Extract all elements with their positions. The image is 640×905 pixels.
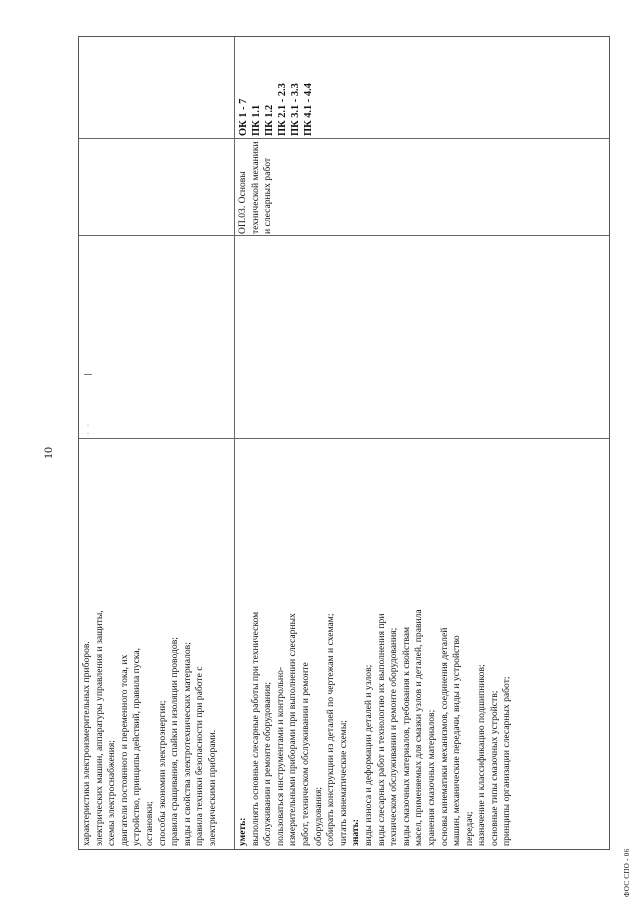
knowledge-line: машин, механические передачи, виды и устройство (451, 635, 463, 846)
knowledge-line: виды износа и деформации деталей и узлов; (362, 664, 374, 846)
competency-code: ПК 3.1 - 3.3 (290, 83, 301, 136)
row-divider (234, 37, 235, 849)
competency-code: ПК 2.1 - 2.3 (277, 83, 288, 136)
skill-line: читать кинематические схемы; (337, 720, 349, 846)
requirement-line: остановки; (143, 801, 155, 846)
discipline-line: технической механики (249, 141, 261, 234)
column-divider-2 (79, 235, 609, 236)
skills-heading: уметь: (237, 817, 248, 846)
row2-requirements-cell (237, 446, 514, 846)
footer-code: ФОС СПО - 06 (623, 848, 631, 897)
requirement-line: двигатели постоянного и переменного тока, их (118, 654, 130, 846)
row1-requirements-cell (81, 446, 220, 846)
skill-line: обслуживании и ремонте оборудования; (262, 681, 274, 846)
requirement-line: способы экономии электроэнергии; (156, 700, 168, 846)
knowledge-line: основные типы смазочных устройств; (488, 690, 500, 846)
requirement-line: характеристики электроизмерительных приборов. (81, 641, 92, 846)
competency-code: ПК 1.1 (251, 104, 262, 136)
column-divider-1 (79, 438, 609, 439)
requirement-line: правила техники безопасности при работе с (194, 666, 206, 846)
competencies-cell (237, 40, 315, 136)
requirement-line: виды и свойства электротехнических материалов; (181, 642, 193, 846)
knowledge-line: принципы организации слесарных работ; (501, 676, 513, 846)
discipline-line: и слесарных работ (262, 157, 274, 234)
skill-line: собирать конструкции из деталей по чертежам и схемам; (325, 613, 337, 846)
knowledge-line: виды смазочных материалов, требования к свойствам (400, 626, 412, 846)
skill-line: оборудования; (312, 786, 324, 846)
knowledge-line: масел, применяемых для смазки узлов и деталей, правила (413, 609, 425, 846)
knowledge-line: основы кинематики механизмов, соединения деталей (438, 627, 450, 846)
requirement-line: устройство, принципы действий, правила пуска, (131, 647, 143, 846)
knowledge-line: передач; (463, 811, 475, 846)
discipline-line: ОП.03. Основы (237, 171, 248, 234)
competency-table (78, 36, 610, 850)
knowledge-line: техническом обслуживании и ремонте оборудования; (388, 627, 400, 846)
competency-code: ПК 4.1 - 4.4 (303, 83, 314, 136)
discipline-cell (237, 140, 275, 234)
skill-line: пользоваться инструментами и контрольно- (274, 666, 286, 846)
requirement-line: электрических машин, аппаратуры управления и защиты, (93, 610, 105, 846)
scan-marks: · · (84, 421, 93, 435)
column-divider-3 (79, 138, 609, 139)
page-number: 10 (41, 447, 55, 459)
requirement-line: правила сращивания, спайки и изоляции проводов; (169, 637, 181, 846)
knowledge-line: виды слесарных работ и технологию их выполнения при (375, 613, 387, 846)
knowledge-line: хранения смазочных материалов; (425, 709, 437, 846)
knowledge-heading: знать: (350, 819, 362, 846)
skill-line: выполнять основные слесарные работы при техническом (249, 611, 261, 846)
competency-code: ПК 1.2 (264, 104, 275, 136)
skill-line: измерительными приборами при выполнении слесарных (287, 613, 299, 846)
requirement-line: электрическими приборами. (206, 729, 218, 846)
skill-line: работ, техническом обслуживании и ремонте (299, 662, 311, 846)
competency-code: ОК 1 - 7 (238, 98, 249, 136)
knowledge-line: назначение и классификацию подшипников; (476, 664, 488, 846)
requirement-line: схемы электроснабжения; (106, 740, 118, 846)
